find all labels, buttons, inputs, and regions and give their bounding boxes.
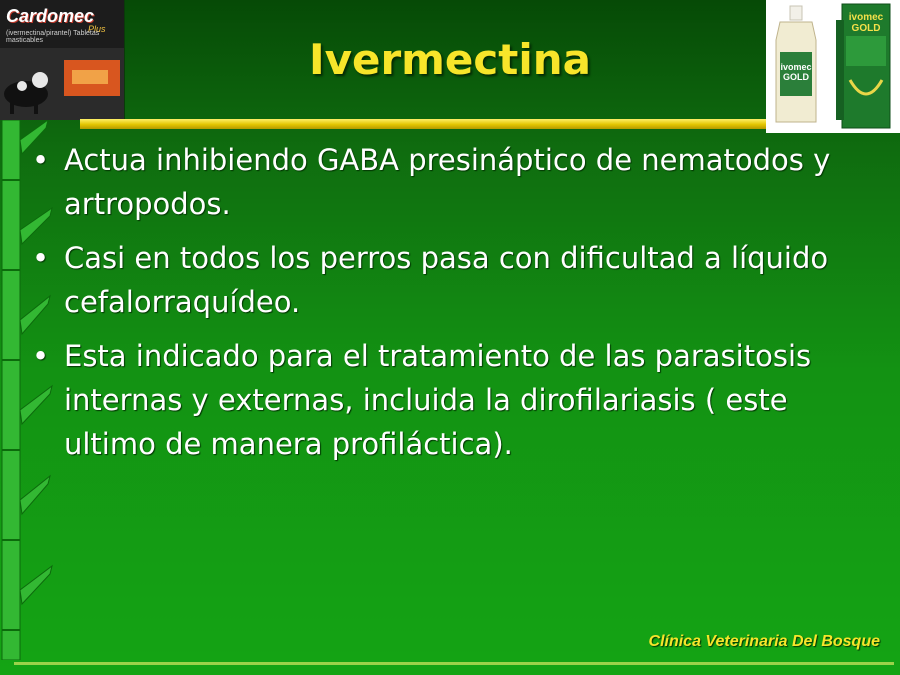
title-underline [80, 119, 766, 129]
ivomec-box-label: ivomec GOLD [848, 12, 884, 34]
bullet-list [28, 138, 878, 476]
slide-title: Ivermectina [308, 35, 592, 84]
bullet-item [28, 138, 878, 226]
footer-divider [14, 662, 894, 665]
bullet-item [28, 334, 878, 466]
bullet-item [28, 236, 878, 324]
cardomec-product-image [0, 0, 125, 120]
cardomec-logo: Cardomec [6, 6, 95, 26]
bullet-text: Esta indicado para el tratamiento de las parasitosis internas y externas, incluida la dirofilariasis ( este ultimo de manera profiláctica). [64, 339, 812, 461]
footer-clinic-name: Clínica Veterinaria Del Bosque [648, 633, 880, 650]
ivomec-bottle-label: ivomec GOLD [780, 62, 812, 82]
bullet-dot-icon: • [32, 241, 50, 275]
cardomec-subtitle: (ivermectina/pirantel) Tabletas masticables [6, 30, 100, 44]
bullet-text: Actua inhibiendo GABA presináptico de nematodos y artropodos. [64, 143, 831, 221]
bullet-dot-icon: • [32, 143, 50, 177]
bullet-text: Casi en todos los perros pasa con dificultad a líquido cefalorraquídeo. [64, 241, 829, 319]
cardomec-plus-badge: Plus [88, 24, 106, 34]
ivomec-product-image [766, 0, 900, 133]
bullet-dot-icon: • [32, 339, 50, 373]
